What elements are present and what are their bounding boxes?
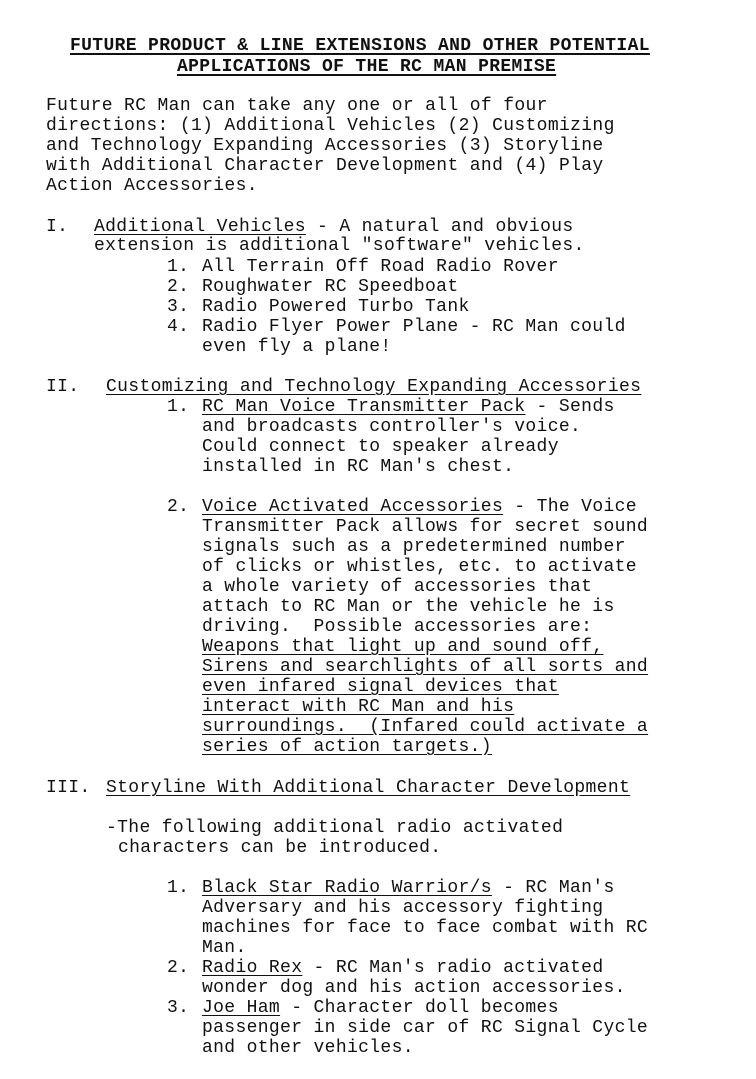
character-item-line: Adversary and his accessory fighting bbox=[202, 898, 604, 918]
intro-line: and Technology Expanding Accessories (3) Storyline bbox=[46, 136, 604, 156]
character-item-number: 3. bbox=[167, 998, 190, 1018]
doc-title-line-1: FUTURE PRODUCT & LINE EXTENSIONS AND OTHER POTENTIAL bbox=[70, 36, 650, 56]
character-item-number: 1. bbox=[167, 878, 190, 898]
vehicle-item-text: Radio Powered Turbo Tank bbox=[202, 297, 470, 317]
accessory-item-line: of clicks or whistles, etc. to activate bbox=[202, 557, 637, 577]
section-3-numeral: III. bbox=[46, 778, 91, 798]
vehicle-item-number: 3. bbox=[167, 297, 190, 317]
section-3-heading: Storyline With Additional Character Development bbox=[106, 778, 631, 798]
character-item-heading-line bbox=[202, 878, 615, 898]
character-item-line: machines for face to face combat with RC bbox=[202, 918, 649, 938]
character-item-title: Radio Rex bbox=[202, 958, 303, 978]
character-item-line: passenger in side car of RC Signal Cycle bbox=[202, 1018, 649, 1038]
section-2-numeral: II. bbox=[46, 377, 80, 397]
section-2-heading: Customizing and Technology Expanding Accessories bbox=[106, 377, 642, 397]
accessory-item-rest: - Sends bbox=[525, 397, 615, 417]
section-1-heading-rest: - A natural and obvious bbox=[305, 217, 574, 237]
accessory-underlined-line: surroundings. (Infared could activate a bbox=[202, 717, 649, 737]
accessory-item-number: 2. bbox=[167, 497, 190, 517]
accessory-underlined-line: series of action targets.) bbox=[202, 737, 492, 757]
section-1-heading: Additional Vehicles bbox=[94, 217, 306, 237]
accessory-item-line: attach to RC Man or the vehicle he is bbox=[202, 597, 615, 617]
accessory-item-line: driving. Possible accessories are: bbox=[202, 617, 593, 637]
vehicle-item-number: 2. bbox=[167, 277, 190, 297]
vehicle-item-number: 1. bbox=[167, 257, 190, 277]
character-item-heading-line bbox=[202, 958, 603, 978]
accessory-underlined-line: Sirens and searchlights of all sorts and bbox=[202, 657, 649, 677]
doc-title-line-2: APPLICATIONS OF THE RC MAN PREMISE bbox=[177, 57, 557, 77]
section-3-intro-line: -The following additional radio activated bbox=[106, 818, 564, 838]
character-item-line: and other vehicles. bbox=[202, 1038, 414, 1058]
accessory-underlined-line: even infared signal devices that bbox=[202, 677, 559, 697]
character-item-title: Joe Ham bbox=[202, 998, 281, 1018]
vehicle-item-text: All Terrain Off Road Radio Rover bbox=[202, 257, 559, 277]
character-item-heading-line bbox=[202, 998, 559, 1018]
character-item-rest: - Character doll becomes bbox=[280, 998, 559, 1018]
section-1-line-2: extension is additional "software" vehicles. bbox=[94, 236, 585, 256]
accessory-item-line: a whole variety of accessories that bbox=[202, 577, 593, 597]
accessory-item-line: Transmitter Pack allows for secret sound bbox=[202, 517, 649, 537]
vehicle-item-text: Roughwater RC Speedboat bbox=[202, 277, 459, 297]
accessory-item-heading-line bbox=[202, 497, 637, 517]
character-item-rest: - RC Man's radio activated bbox=[302, 958, 604, 978]
accessory-item-line: installed in RC Man's chest. bbox=[202, 457, 515, 477]
intro-line: Future RC Man can take any one or all of four bbox=[46, 96, 548, 116]
character-item-number: 2. bbox=[167, 958, 190, 978]
accessory-underlined-line: interact with RC Man and his bbox=[202, 697, 515, 717]
vehicle-item-text: Radio Flyer Power Plane - RC Man could bbox=[202, 317, 626, 337]
section-1-numeral: I. bbox=[46, 217, 69, 237]
section-1-heading-line bbox=[94, 217, 574, 237]
accessory-item-title: RC Man Voice Transmitter Pack bbox=[202, 397, 526, 417]
character-item-title: Black Star Radio Warrior/s bbox=[202, 878, 492, 898]
section-3-intro-line: characters can be introduced. bbox=[118, 838, 442, 858]
intro-line: with Additional Character Development and (4) Play bbox=[46, 156, 604, 176]
character-item-line: wonder dog and his action accessories. bbox=[202, 978, 626, 998]
accessory-item-rest: - The Voice bbox=[503, 497, 637, 517]
accessory-item-line: and broadcasts controller's voice. bbox=[202, 417, 582, 437]
intro-line: directions: (1) Additional Vehicles (2) Customizing bbox=[46, 116, 615, 136]
vehicle-item-continuation: even fly a plane! bbox=[202, 337, 392, 357]
accessory-item-number: 1. bbox=[167, 397, 190, 417]
accessory-item-heading-line bbox=[202, 397, 615, 417]
accessory-item-title: Voice Activated Accessories bbox=[202, 497, 504, 517]
accessory-item-line: Could connect to speaker already bbox=[202, 437, 559, 457]
intro-line: Action Accessories. bbox=[46, 176, 258, 196]
character-item-rest: - RC Man's bbox=[491, 878, 615, 898]
accessory-underlined-line: Weapons that light up and sound off, bbox=[202, 637, 604, 657]
accessory-item-line: signals such as a predetermined number bbox=[202, 537, 626, 557]
vehicle-item-number: 4. bbox=[167, 317, 190, 337]
character-item-line: Man. bbox=[202, 938, 247, 958]
